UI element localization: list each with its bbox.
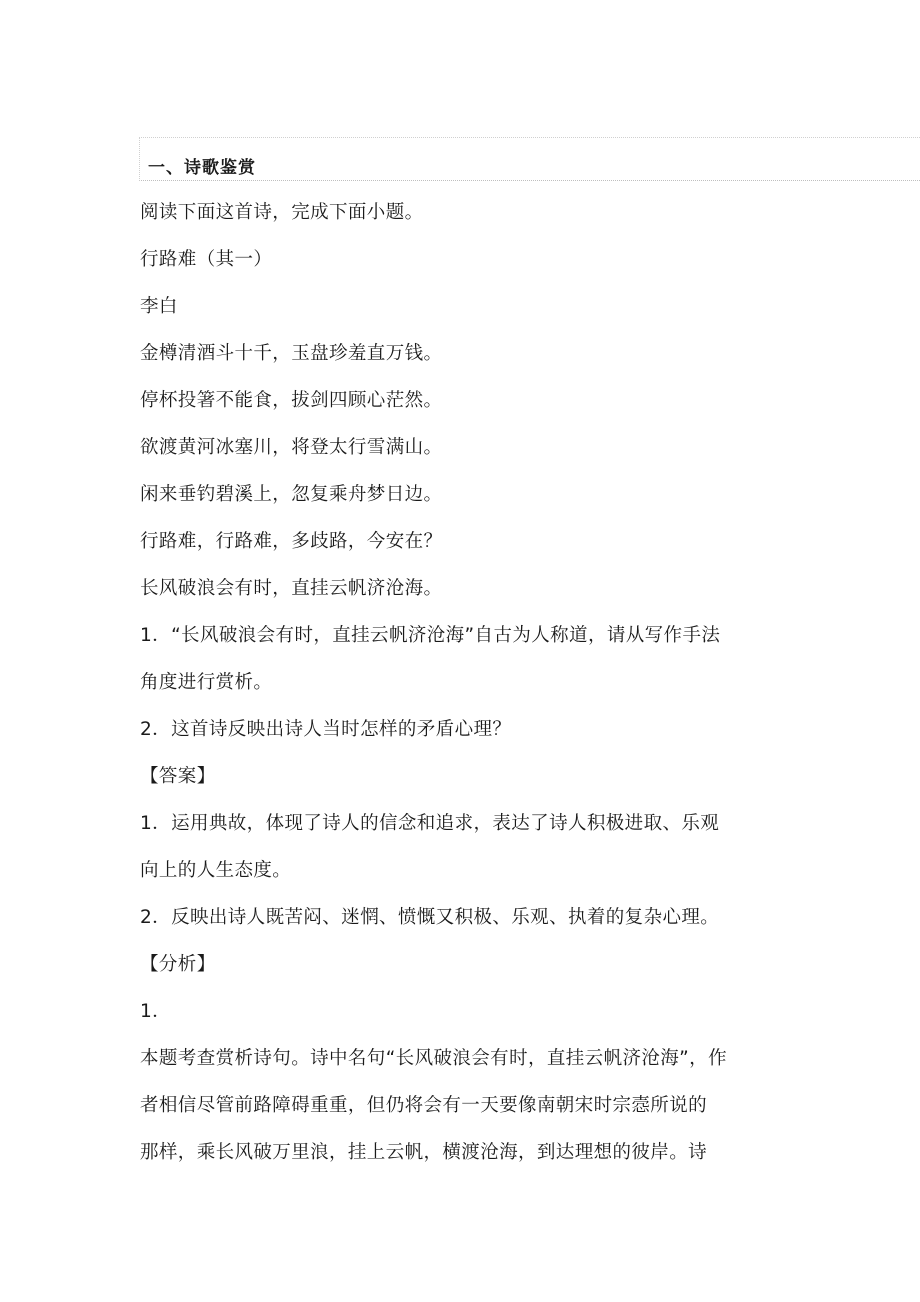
poem-title: 行路难（其一） — [140, 249, 273, 270]
poem-line: 行路难，行路难，多歧路，今安在？ — [140, 531, 443, 552]
question-1: 1．“长风破浪会有时，直挂云帆济沧海”自古为人称道，请从写作手法 — [140, 625, 721, 646]
answer-1-continued: 向上的人生态度。 — [140, 860, 292, 881]
question-2: 2．这首诗反映出诗人当时怎样的矛盾心理？ — [140, 719, 512, 740]
instruction-line: 阅读下面这首诗，完成下面小题。 — [140, 202, 424, 223]
poem-line: 停杯投箸不能食，拔剑四顾心茫然。 — [140, 390, 443, 411]
poem-author: 李白 — [140, 296, 178, 317]
section-title: 一、诗歌鉴赏 — [148, 158, 256, 178]
section-header — [139, 137, 920, 181]
analysis-heading: 【分析】 — [140, 954, 216, 975]
poem-line: 闲来垂钓碧溪上，忽复乘舟梦日边。 — [140, 484, 443, 505]
analysis-paragraph-line: 那样，乘长风破万里浪，挂上云帆，横渡沧海，到达理想的彼岸。诗 — [140, 1142, 708, 1163]
answer-2: 2．反映出诗人既苦闷、迷惘、愤慨又积极、乐观、执着的复杂心理。 — [140, 907, 720, 928]
analysis-number: 1． — [140, 1001, 172, 1022]
analysis-paragraph-line: 本题考查赏析诗句。诗中名句“长风破浪会有时，直挂云帆济沧海”，作 — [140, 1048, 727, 1069]
poem-line: 欲渡黄河冰塞川，将登太行雪满山。 — [140, 437, 443, 458]
poem-line: 金樽清酒斗十千，玉盘珍羞直万钱。 — [140, 343, 443, 364]
poem-line: 长风破浪会有时，直挂云帆济沧海。 — [140, 578, 443, 599]
answer-1: 1．运用典故，体现了诗人的信念和追求，表达了诗人积极进取、乐观 — [140, 813, 720, 834]
answer-heading: 【答案】 — [140, 766, 216, 787]
document-body — [140, 189, 780, 1176]
analysis-paragraph-line: 者相信尽管前路障碍重重，但仍将会有一天要像南朝宋时宗悫所说的 — [140, 1095, 708, 1116]
question-1-continued: 角度进行赏析。 — [140, 672, 273, 693]
